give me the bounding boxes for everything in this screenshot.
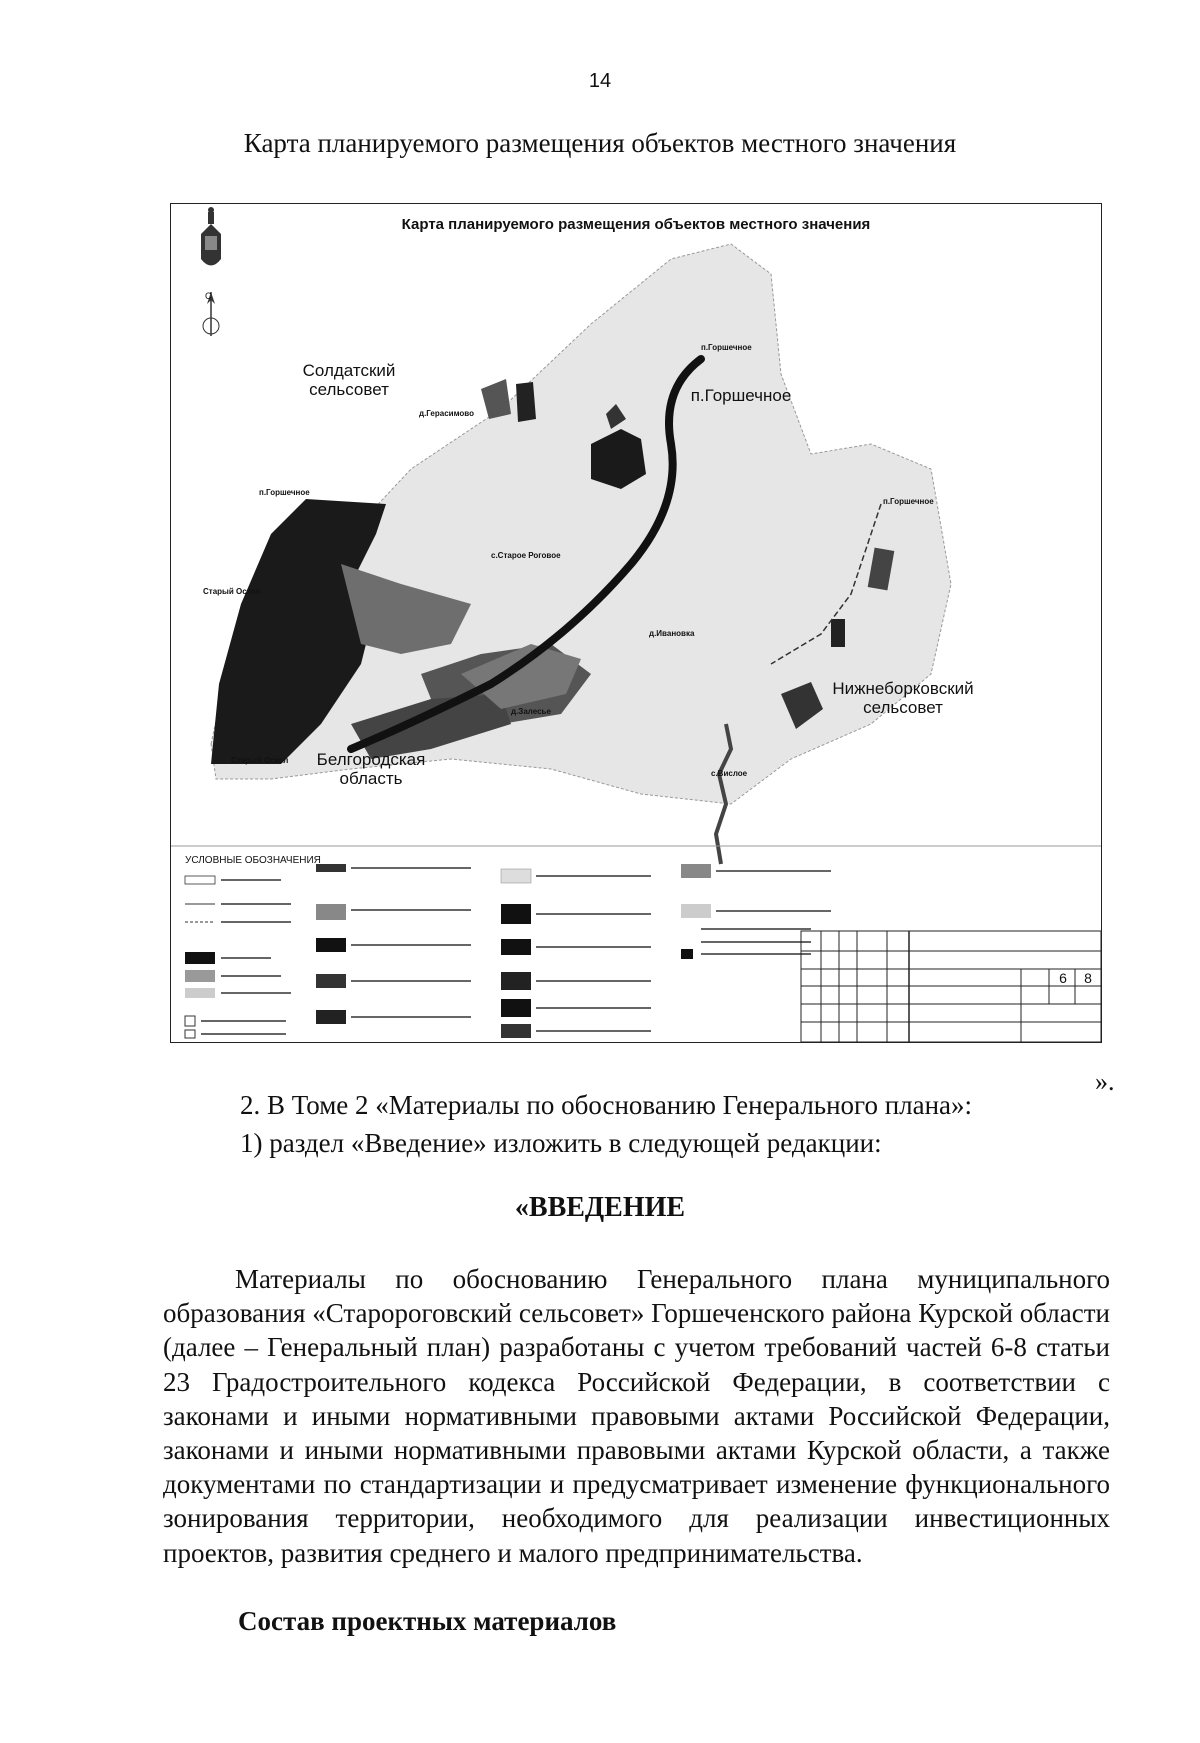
stamp-sheet-count: 8 <box>1084 970 1092 986</box>
label-village: д.Ивановка <box>649 629 695 638</box>
plot-east-2 <box>831 619 845 647</box>
subheading: Состав проектных материалов <box>238 1606 617 1636</box>
title-block-stamp <box>801 931 1101 1042</box>
label-village: д.Залесье <box>511 707 551 716</box>
compass-north-letter: С <box>205 291 212 301</box>
label-village: с.Вислое <box>711 769 748 778</box>
label-village: п.Горшечное <box>883 497 934 506</box>
map-caption: Карта планируемого размещения объектов местного значения <box>243 128 957 158</box>
label-village: Старый Оскол <box>203 587 261 596</box>
plot-gerasimovo <box>481 379 511 419</box>
map-drawing <box>171 204 1101 1042</box>
legend-title: УСЛОВНЫЕ ОБОЗНАЧЕНИЯ <box>185 855 321 866</box>
instruction-line-1: 2. В Томе 2 «Материалы по обоснованию Генерального плана»: <box>240 1090 973 1120</box>
label-belgorod: Белгородская область <box>316 750 426 788</box>
page-number: 14 <box>588 70 612 92</box>
map-title: Карта планируемого размещения объектов местного значения <box>401 216 871 233</box>
label-soldatsky: Солдатский сельсовет <box>302 361 396 399</box>
closing-quote: ». <box>1095 1067 1115 1096</box>
label-village: с.Старое Роговое <box>491 551 561 560</box>
plot-gerasimovo-2 <box>516 382 536 422</box>
instruction-line-2: 1) раздел «Введение» изложить в следующей редакции: <box>240 1128 882 1158</box>
label-gorshechnoe: п.Горшечное <box>690 386 792 405</box>
section-heading: «ВВЕДЕНИЕ <box>514 1192 686 1223</box>
label-village: д.Герасимово <box>419 409 474 418</box>
label-village: п.Горшечное <box>259 488 310 497</box>
map-figure <box>170 203 1102 1043</box>
body-paragraph: Материалы по обоснованию Генерального плана муниципального образования «Старороговский сельсовет» Горшеченского района Курской области (далее – Генеральный план) разработаны с учетом требований частей 6-8 статьи 23 Градостроительного кодекса Российской Федерации, в соответствии с законами и иными нормативными правовыми актами Российской Федерации, законами и иными нормативными правовыми актами Курской области, а также документами по стандартизации и предусматривает изменение функционального зонирования территории, необходимого для реализации инвестиционных проектов, развития среднего и малого предпринимательства. <box>163 1264 1110 1568</box>
label-village: п.Горшечное <box>701 343 752 352</box>
stamp-sheet-number: 6 <box>1059 970 1067 986</box>
label-nizhneborkovsky: Нижнеборковский сельсовет <box>832 679 974 717</box>
legend-swatches <box>185 864 711 1038</box>
label-village: Старый Оскол <box>231 756 289 765</box>
